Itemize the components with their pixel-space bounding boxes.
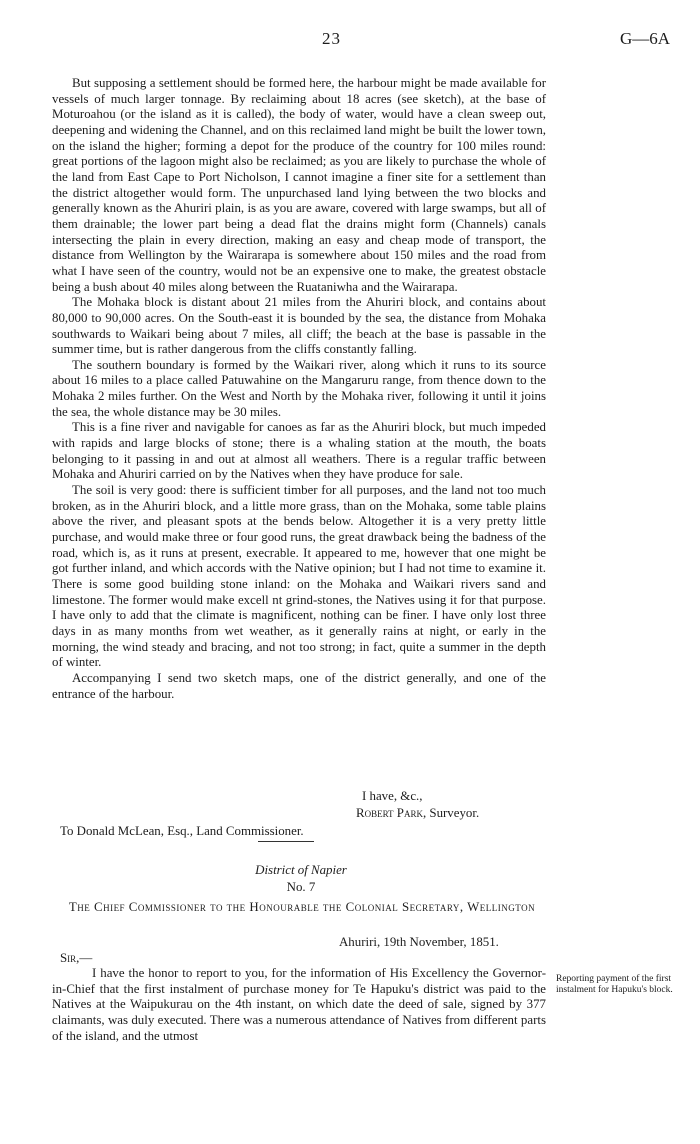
paragraph-river: This is a fine river and navigable for canoes as far as the Ahuriri block, but much impeded with rapids and large blocks of stone; there is a whaling station at the mouth, the boats belonging to it passing in and out at almost all weathers. There is a regular traffic between Mohaka and Ahuriri carried on by the Natives when they have produce for sale. xyxy=(52,420,546,482)
margin-note: Reporting payment of the first instalment for Hapuku's block. xyxy=(556,974,673,995)
section-divider xyxy=(258,841,314,842)
paragraph-sketch-maps: Accompanying I send two sketch maps, one of the district generally, and one of the entrance of the harbour. xyxy=(52,670,546,701)
addressee: To Donald McLean, Esq., Land Commissioner. xyxy=(60,824,304,838)
salutation: Sir,— xyxy=(60,951,93,965)
report-body xyxy=(52,76,546,702)
signature-title: , Surveyor. xyxy=(422,806,480,820)
signature xyxy=(356,806,479,821)
paragraph-mohaka-block: The Mohaka block is distant about 21 miles from the Ahuriri block, and contains about 80,000 to 90,000 acres. On the South-east it is bounded by the sea, the distance from Mohaka southwards to Waikari being about 7 miles, all cliff; the beach at the base is passable in the summer time, but is rather dangerous from the cliffs constantly falling. xyxy=(52,295,546,357)
district-heading: District of Napier xyxy=(255,863,347,877)
letter-body xyxy=(52,966,546,1044)
letter-number: No. 7 xyxy=(286,880,316,894)
signature-name: Robert Park xyxy=(356,806,423,820)
paragraph-harbour: But supposing a settlement should be formed here, the harbour might be made available for vessels of much larger tonnage. By reclaiming about 18 acres (see sketch), at the base of Moturoahou (or the island as it is called), the body of water, would have a clean sweep out, deepening and widening the Channel, and on this reclaimed land might be built the lower town, on the island the higher; forming a depot for the produce of the country for 100 miles round: great portions of the lagoon might also be reclaimed; as you are likely to purchase the whole of the land from East Cape to Port Nicholson, I cannot imagine a finer site for a settlement than the district altogether would form. The unpurchased land lying between the two blocks and generally known as the Ahuriri plain, is as you are aware, covered with large swamps, but all of them drainable; the lower part being a dead flat the drains might form (Channels) canals intersecting the plain in every direction, making an easy and cheap mode of transport, the distance from Wellington by the Wairarapa is somewhere about 150 miles and the road from what I have seen of the country, would not be an expensive one to make, the greatest obstacle being a bush about 40 miles along between the Ruataniwha and the Wairarapa. xyxy=(52,76,546,294)
document-reference: G—6A xyxy=(620,29,671,48)
letter-heading: The Chief Commissioner to the Honourable the Colonial Secretary, Wellington xyxy=(68,900,536,914)
page-number: 23 xyxy=(322,29,341,48)
letter-dateline: Ahuriri, 19th November, 1851. xyxy=(339,935,499,949)
valediction: I have, &c., xyxy=(362,789,423,803)
paragraph-soil: The soil is very good: there is sufficient timber for all purposes, and the land not too much broken, as in the Ahuriri block, and a little more grass, than on the Mohaka, some table plains above the river, and pleasant spots at the bends below. Altogether it is a very pretty little purchase, and would make three or four good runs, the great drawback being the badness of the road, which is, as it runs at present, execrable. It appeared to me, however that one might be got further inland, and which accords with the Native opinion; but I had not time to examine it. There is some good building stone inland: on the Mohaka and Waikari rivers sand and limestone. The former would make excell nt grind-stones, the Natives using it for that purpose. I have only to add that the climate is magnificent, nothing can be finer. I have only lost three days in as many months from wet weather, as it generally rains at night, or early in the morning, the wind steady and bracing, and not too strong; in fact, quite a summer in the depth of winter. xyxy=(52,483,546,670)
paragraph-southern-boundary: The southern boundary is formed by the Waikari river, along which it runs to its source about 16 miles to a place called Patuwahine on the Mangaruru range, from thence down to the Mohaka 2 miles further. On the West and North by the Mohaka river, following it until it joins the sea, the whole distance may be 30 miles. xyxy=(52,357,546,419)
letter-paragraph: I have the honor to report to you, for the information of His Excellency the Governor-in-Chief that the first instalment of purchase money for Te Hapuku's district was paid to the Natives at the Waipukurau on the 4th instant, on which date the deed of sale, signed by 377 claimants, was duly executed. There was a numerous attendance of Natives from different parts of the island, and the utmost xyxy=(52,966,546,1043)
